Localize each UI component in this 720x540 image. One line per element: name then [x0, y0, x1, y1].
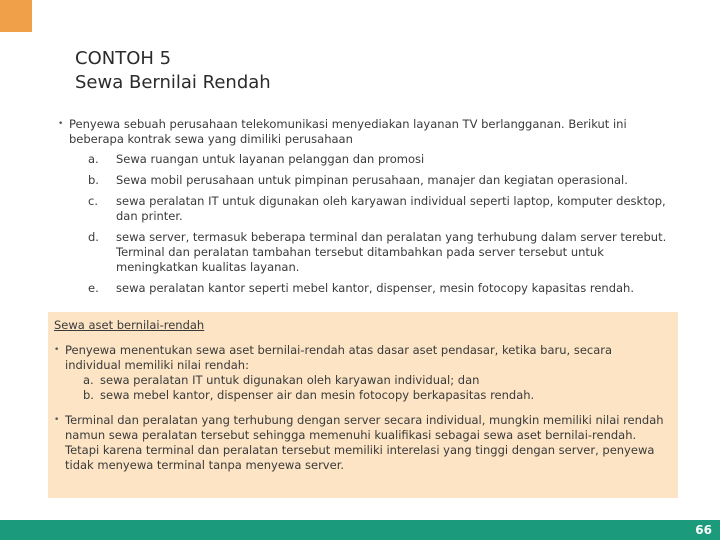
list-item-text: sewa server, termasuk beberapa terminal dan peralatan yang terhubung dalam server terebut. Terminal dan peralatan tambahan tersebut ditambahkan pada server tersebut untuk meningkatkan kualitas layanan.	[116, 230, 667, 274]
title-line-2: Sewa Bernilai Rendah	[75, 72, 271, 93]
bullet-icon: •	[54, 345, 60, 355]
list-item	[88, 230, 668, 275]
list-item	[88, 194, 668, 224]
intro-text: Penyewa sebuah perusahaan telekomunikasi menyediakan layanan TV berlangganan. Berikut ini beberapa kontrak sewa yang dimiliki perusahaan	[69, 117, 627, 146]
list-item-text: sewa peralatan IT untuk digunakan oleh karyawan individual; dan	[100, 373, 480, 387]
bullet-icon: •	[58, 119, 64, 129]
box-bullet-1	[54, 343, 668, 403]
box-bullet-1-text: Penyewa menentukan sewa aset bernilai-rendah atas dasar aset pendasar, ketika baru, secara individual memiliki nilai rendah:	[65, 343, 613, 372]
list-item	[83, 388, 668, 403]
list-item	[83, 373, 668, 388]
list-item-letter: c.	[88, 194, 98, 208]
title-line-1: CONTOH 5	[75, 48, 172, 69]
list-item-text: sewa peralatan kantor seperti mebel kantor, dispenser, mesin fotocopy kapasitas rendah.	[116, 281, 634, 295]
list-item-text: sewa peralatan IT untuk digunakan oleh karyawan individual seperti laptop, komputer desktop, dan printer.	[116, 194, 666, 223]
lease-contract-list	[88, 152, 668, 296]
list-item-letter: a.	[83, 373, 94, 387]
box-heading: Sewa aset bernilai-rendah	[54, 318, 205, 332]
list-item	[88, 281, 668, 296]
example-description	[58, 117, 668, 302]
list-item-text: Sewa ruangan untuk layanan pelanggan dan promosi	[116, 152, 425, 166]
list-item-letter: d.	[88, 230, 99, 244]
list-item-letter: a.	[88, 152, 99, 166]
bullet-icon: •	[54, 415, 60, 425]
box-bullet-2	[54, 413, 668, 473]
list-item-letter: e.	[88, 281, 99, 295]
list-item-text: sewa mebel kantor, dispenser air dan mesin fotocopy berkapasitas rendah.	[100, 388, 535, 402]
list-item-letter: b.	[88, 173, 99, 187]
list-item	[88, 173, 668, 188]
list-item	[88, 152, 668, 167]
footer-bar	[0, 520, 720, 540]
box-sub-list	[83, 373, 668, 403]
low-value-lease-box	[48, 312, 678, 498]
corner-accent	[0, 0, 32, 32]
slide-title	[75, 47, 271, 95]
page-number: 66	[695, 523, 712, 537]
list-item-letter: b.	[83, 388, 94, 402]
box-bullet-2-text: Terminal dan peralatan yang terhubung dengan server secara individual, mungkin memiliki nilai rendah namun sewa peralatan tersebut sehingga memenuhi kualifikasi sebagai sewa aset bernilai-rendah. Tetapi karena terminal dan peralatan tersebut memiliki interelasi yang tinggi dengan server, penyewa tidak menyewa terminal tanpa menyewa server.	[65, 413, 664, 472]
list-item-text: Sewa mobil perusahaan untuk pimpinan perusahaan, manajer dan kegiatan operasional.	[116, 173, 628, 187]
intro-bullet	[58, 117, 668, 147]
